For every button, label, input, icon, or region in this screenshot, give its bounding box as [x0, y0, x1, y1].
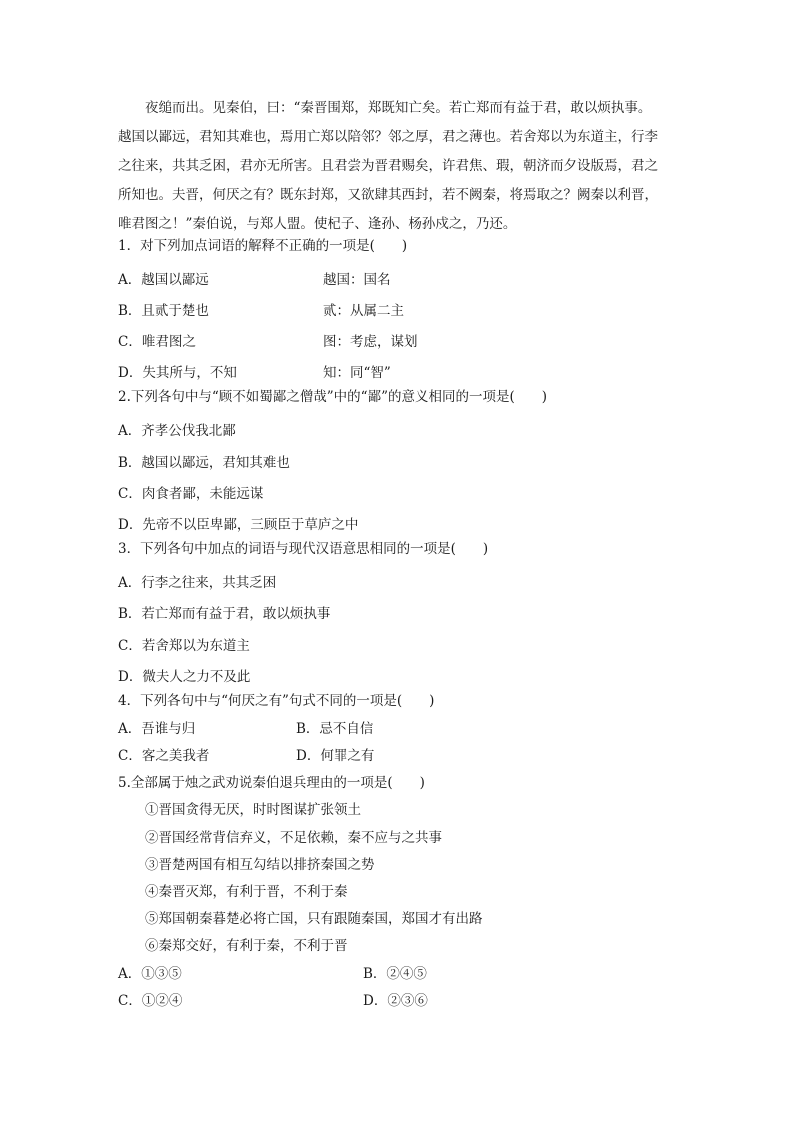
q4-option-b[interactable]: B．忌不自信	[296, 721, 374, 737]
passage-line: 所知也。夫晋，何厌之有？既东封郑，又欲肆其西封，若不阙秦，将焉取之？阙秦以利晋，	[118, 187, 658, 203]
q2-option-c[interactable]: C．肉食者鄙，未能远谋	[118, 486, 264, 502]
question-4-stem: 4．下列各句中与“何厌之有”句式不同的一项是( )	[118, 693, 435, 709]
q3-option-a[interactable]: A．行李之往来，共其乏困	[118, 575, 277, 591]
q1-option-b[interactable]: B．且贰于楚也	[118, 303, 209, 319]
question-5-stem: 5.全部属于烛之武劝说秦伯退兵理由的一项是( )	[118, 775, 425, 791]
question-3-stem: 3．下列各句中加点的词语与现代汉语意思相同的一项是( )	[118, 541, 489, 557]
passage-line: 唯君图之！”秦伯说，与郑人盟。使杞子、逢孙、杨孙戍之，乃还。	[118, 216, 517, 232]
question-1-stem: 1．对下列加点词语的解释不正确的一项是( )	[118, 238, 408, 254]
q5-item: ①晋国贪得无厌，时时图谋扩张领土	[145, 802, 361, 818]
q1-option-d-gloss: 知：同“智”	[323, 365, 391, 381]
q5-option-a[interactable]: A．①③⑤	[118, 966, 182, 982]
q5-item: ⑤郑国朝秦暮楚必将亡国，只有跟随秦国，郑国才有出路	[145, 911, 483, 927]
q4-option-d[interactable]: D．何罪之有	[296, 748, 375, 764]
q1-option-c-gloss: 图：考虑，谋划	[323, 334, 418, 350]
q1-option-b-gloss: 贰：从属二主	[323, 303, 404, 319]
q5-item: ④秦晋灭郑，有利于晋，不利于秦	[145, 884, 348, 900]
q5-item: ⑥秦郑交好，有利于秦，不利于晋	[145, 938, 348, 954]
q1-option-d[interactable]: D．失其所与，不知	[118, 365, 237, 381]
q3-option-d[interactable]: D．微夫人之力不及此	[118, 669, 251, 685]
q5-option-b[interactable]: B．②④⑤	[363, 966, 427, 982]
passage-line: 之往来，共其乏困，君亦无所害。且君尝为晋君赐矣，许君焦、瑕，朝济而夕设版焉，君之	[118, 158, 658, 174]
q4-option-a[interactable]: A．吾谁与归	[118, 721, 196, 737]
q1-option-c[interactable]: C．唯君图之	[118, 334, 196, 350]
q3-option-c[interactable]: C．若舍郑以为东道主	[118, 638, 250, 654]
q2-option-d[interactable]: D．先帝不以臣卑鄙，三顾臣于草庐之中	[118, 517, 359, 533]
q3-option-b[interactable]: B．若亡郑而有益于君，敢以烦执事	[118, 606, 331, 622]
q5-item: ②晋国经常背信弃义，不足依赖，秦不应与之共事	[145, 830, 442, 846]
q1-option-a[interactable]: A．越国以鄙远	[118, 272, 209, 288]
passage-line: 越国以鄙远，君知其难也，焉用亡郑以陪邻？邻之厚，君之薄也。若舍郑以为东道主，行李	[118, 129, 658, 145]
q2-option-b[interactable]: B．越国以鄙远，君知其难也	[118, 455, 290, 471]
q5-option-d[interactable]: D．②③⑥	[363, 993, 428, 1009]
passage-line: 夜缒而出。见秦伯，曰：“秦晋围郑，郑既知亡矣。若亡郑而有益于君，敢以烦执事。	[118, 100, 652, 116]
q1-option-a-gloss: 越国：国名	[323, 272, 391, 288]
q5-option-c[interactable]: C．①②④	[118, 993, 183, 1009]
question-2-stem: 2.下列各句中与“顾不如蜀鄙之僧哉”中的“鄙”的意义相同的一项是( )	[118, 389, 548, 405]
q4-option-c[interactable]: C．客之美我者	[118, 748, 210, 764]
q2-option-a[interactable]: A．齐孝公伐我北鄙	[118, 423, 236, 439]
q5-item: ③晋楚两国有相互勾结以排挤秦国之势	[145, 857, 375, 873]
